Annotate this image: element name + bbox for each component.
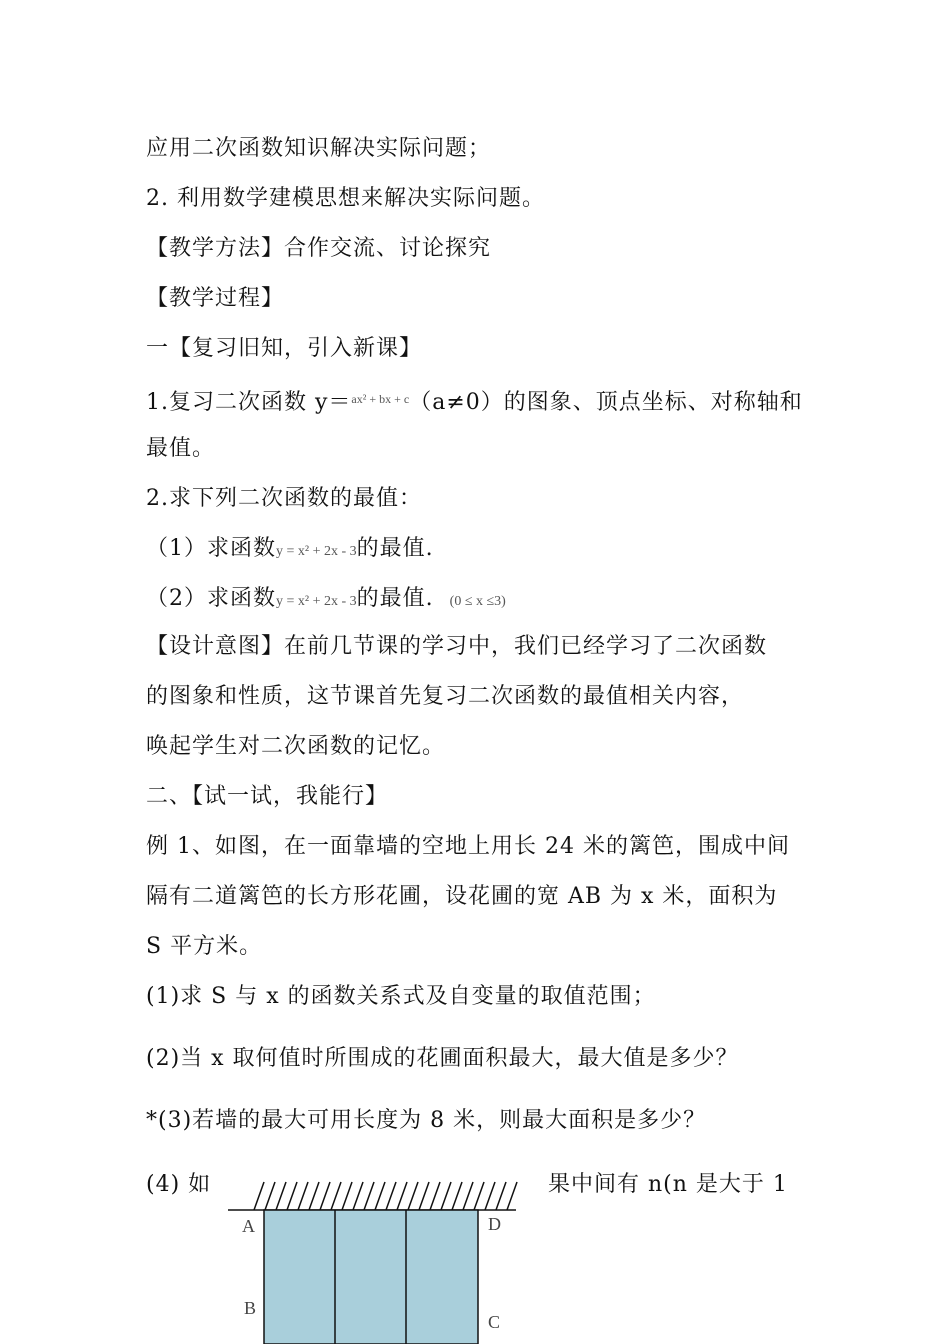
hatch-stroke bbox=[419, 1182, 429, 1210]
part-2: (2)当 x 取何值时所围成的花圃面积最大，最大值是多少？ bbox=[146, 1046, 739, 1071]
question-1-suffix: 的最值. bbox=[356, 536, 434, 561]
teaching-process-heading: 【教学过程】 bbox=[146, 286, 285, 311]
part-3: *(3)若墙的最大可用长度为 8 米，则最大面积是多少？ bbox=[146, 1108, 707, 1133]
review-item-1-prefix: 1.复习二次函数 y＝ bbox=[146, 390, 352, 415]
hatch-stroke bbox=[375, 1182, 385, 1210]
label-b: B bbox=[244, 1298, 257, 1318]
hatch-stroke bbox=[287, 1182, 297, 1210]
question-1-prefix: （1）求函数 bbox=[146, 536, 276, 561]
design-intent-line: 【设计意图】在前几节课的学习中，我们已经学习了二次函数 bbox=[146, 634, 768, 659]
hatch-stroke bbox=[342, 1182, 352, 1210]
function-formula: y = x² + 2x - 3 bbox=[276, 544, 357, 559]
review-item-2: 2.求下列二次函数的最值： bbox=[146, 486, 422, 511]
hatch-stroke bbox=[474, 1182, 484, 1210]
review-item-1 bbox=[146, 384, 803, 418]
hatch-stroke bbox=[298, 1182, 308, 1210]
question-2-prefix: （2）求函数 bbox=[146, 586, 276, 611]
hatch-stroke bbox=[452, 1182, 462, 1210]
part-1: (1)求 S 与 x 的函数关系式及自变量的取值范围； bbox=[146, 984, 656, 1009]
hatch-stroke bbox=[265, 1182, 275, 1210]
review-item-1-suffix: （a≠0）的图象、顶点坐标、对称轴和 bbox=[409, 390, 803, 415]
hatch-stroke bbox=[276, 1182, 286, 1210]
hatch-stroke bbox=[507, 1182, 517, 1210]
hatch-stroke bbox=[485, 1182, 495, 1210]
hatch-stroke bbox=[408, 1182, 418, 1210]
hatch-stroke bbox=[331, 1182, 341, 1210]
hatch-stroke bbox=[254, 1182, 264, 1210]
hatch-stroke bbox=[463, 1182, 473, 1210]
question-1 bbox=[146, 534, 434, 567]
label-a: A bbox=[242, 1216, 255, 1236]
hatch-stroke bbox=[430, 1182, 440, 1210]
garden-fence-diagram bbox=[228, 1176, 528, 1344]
label-d: D bbox=[488, 1214, 501, 1234]
example-1-line: S 平方米。 bbox=[146, 934, 263, 959]
label-c: C bbox=[488, 1312, 501, 1332]
text-line: 应用二次函数知识解决实际问题； bbox=[146, 136, 492, 161]
example-1-line: 隔有二道篱笆的长方形花圃，设花圃的宽 AB 为 x 米，面积为 bbox=[146, 884, 778, 909]
garden-rectangle bbox=[264, 1210, 478, 1344]
part-4-right: 果中间有 n(n 是大于 1 bbox=[548, 1172, 788, 1197]
design-intent-line: 唤起学生对二次函数的记忆。 bbox=[146, 734, 446, 759]
hatch-stroke bbox=[320, 1182, 330, 1210]
text-line: 2. 利用数学建模思想来解决实际问题。 bbox=[146, 186, 545, 211]
question-2-suffix: 的最值. bbox=[356, 586, 434, 611]
domain-range: (0 ≤ x ≤3) bbox=[449, 594, 506, 609]
function-formula: y = x² + 2x - 3 bbox=[276, 594, 357, 609]
wall-hatching bbox=[254, 1182, 517, 1210]
question-2 bbox=[146, 584, 506, 617]
hatch-stroke bbox=[309, 1182, 319, 1210]
example-1-line: 例 1、如图，在一面靠墙的空地上用长 24 米的篱笆，围成中间 bbox=[146, 834, 790, 859]
quadratic-formula: ax² + bx + c bbox=[351, 392, 410, 406]
part-4-left: (4) 如 bbox=[146, 1172, 212, 1197]
hatch-stroke bbox=[364, 1182, 374, 1210]
hatch-stroke bbox=[353, 1182, 363, 1210]
hatch-stroke bbox=[496, 1182, 506, 1210]
teaching-method: 【教学方法】合作交流、讨论探究 bbox=[146, 236, 492, 261]
section-1-heading: 一【复习旧知，引入新课】 bbox=[146, 336, 423, 361]
hatch-stroke bbox=[441, 1182, 451, 1210]
design-intent-line: 的图象和性质，这节课首先复习二次函数的最值相关内容， bbox=[146, 684, 745, 709]
hatch-stroke bbox=[386, 1182, 396, 1210]
review-item-1-continuation: 最值。 bbox=[146, 436, 216, 461]
section-2-heading: 二、【试一试，我能行】 bbox=[146, 784, 389, 809]
hatch-stroke bbox=[397, 1182, 407, 1210]
